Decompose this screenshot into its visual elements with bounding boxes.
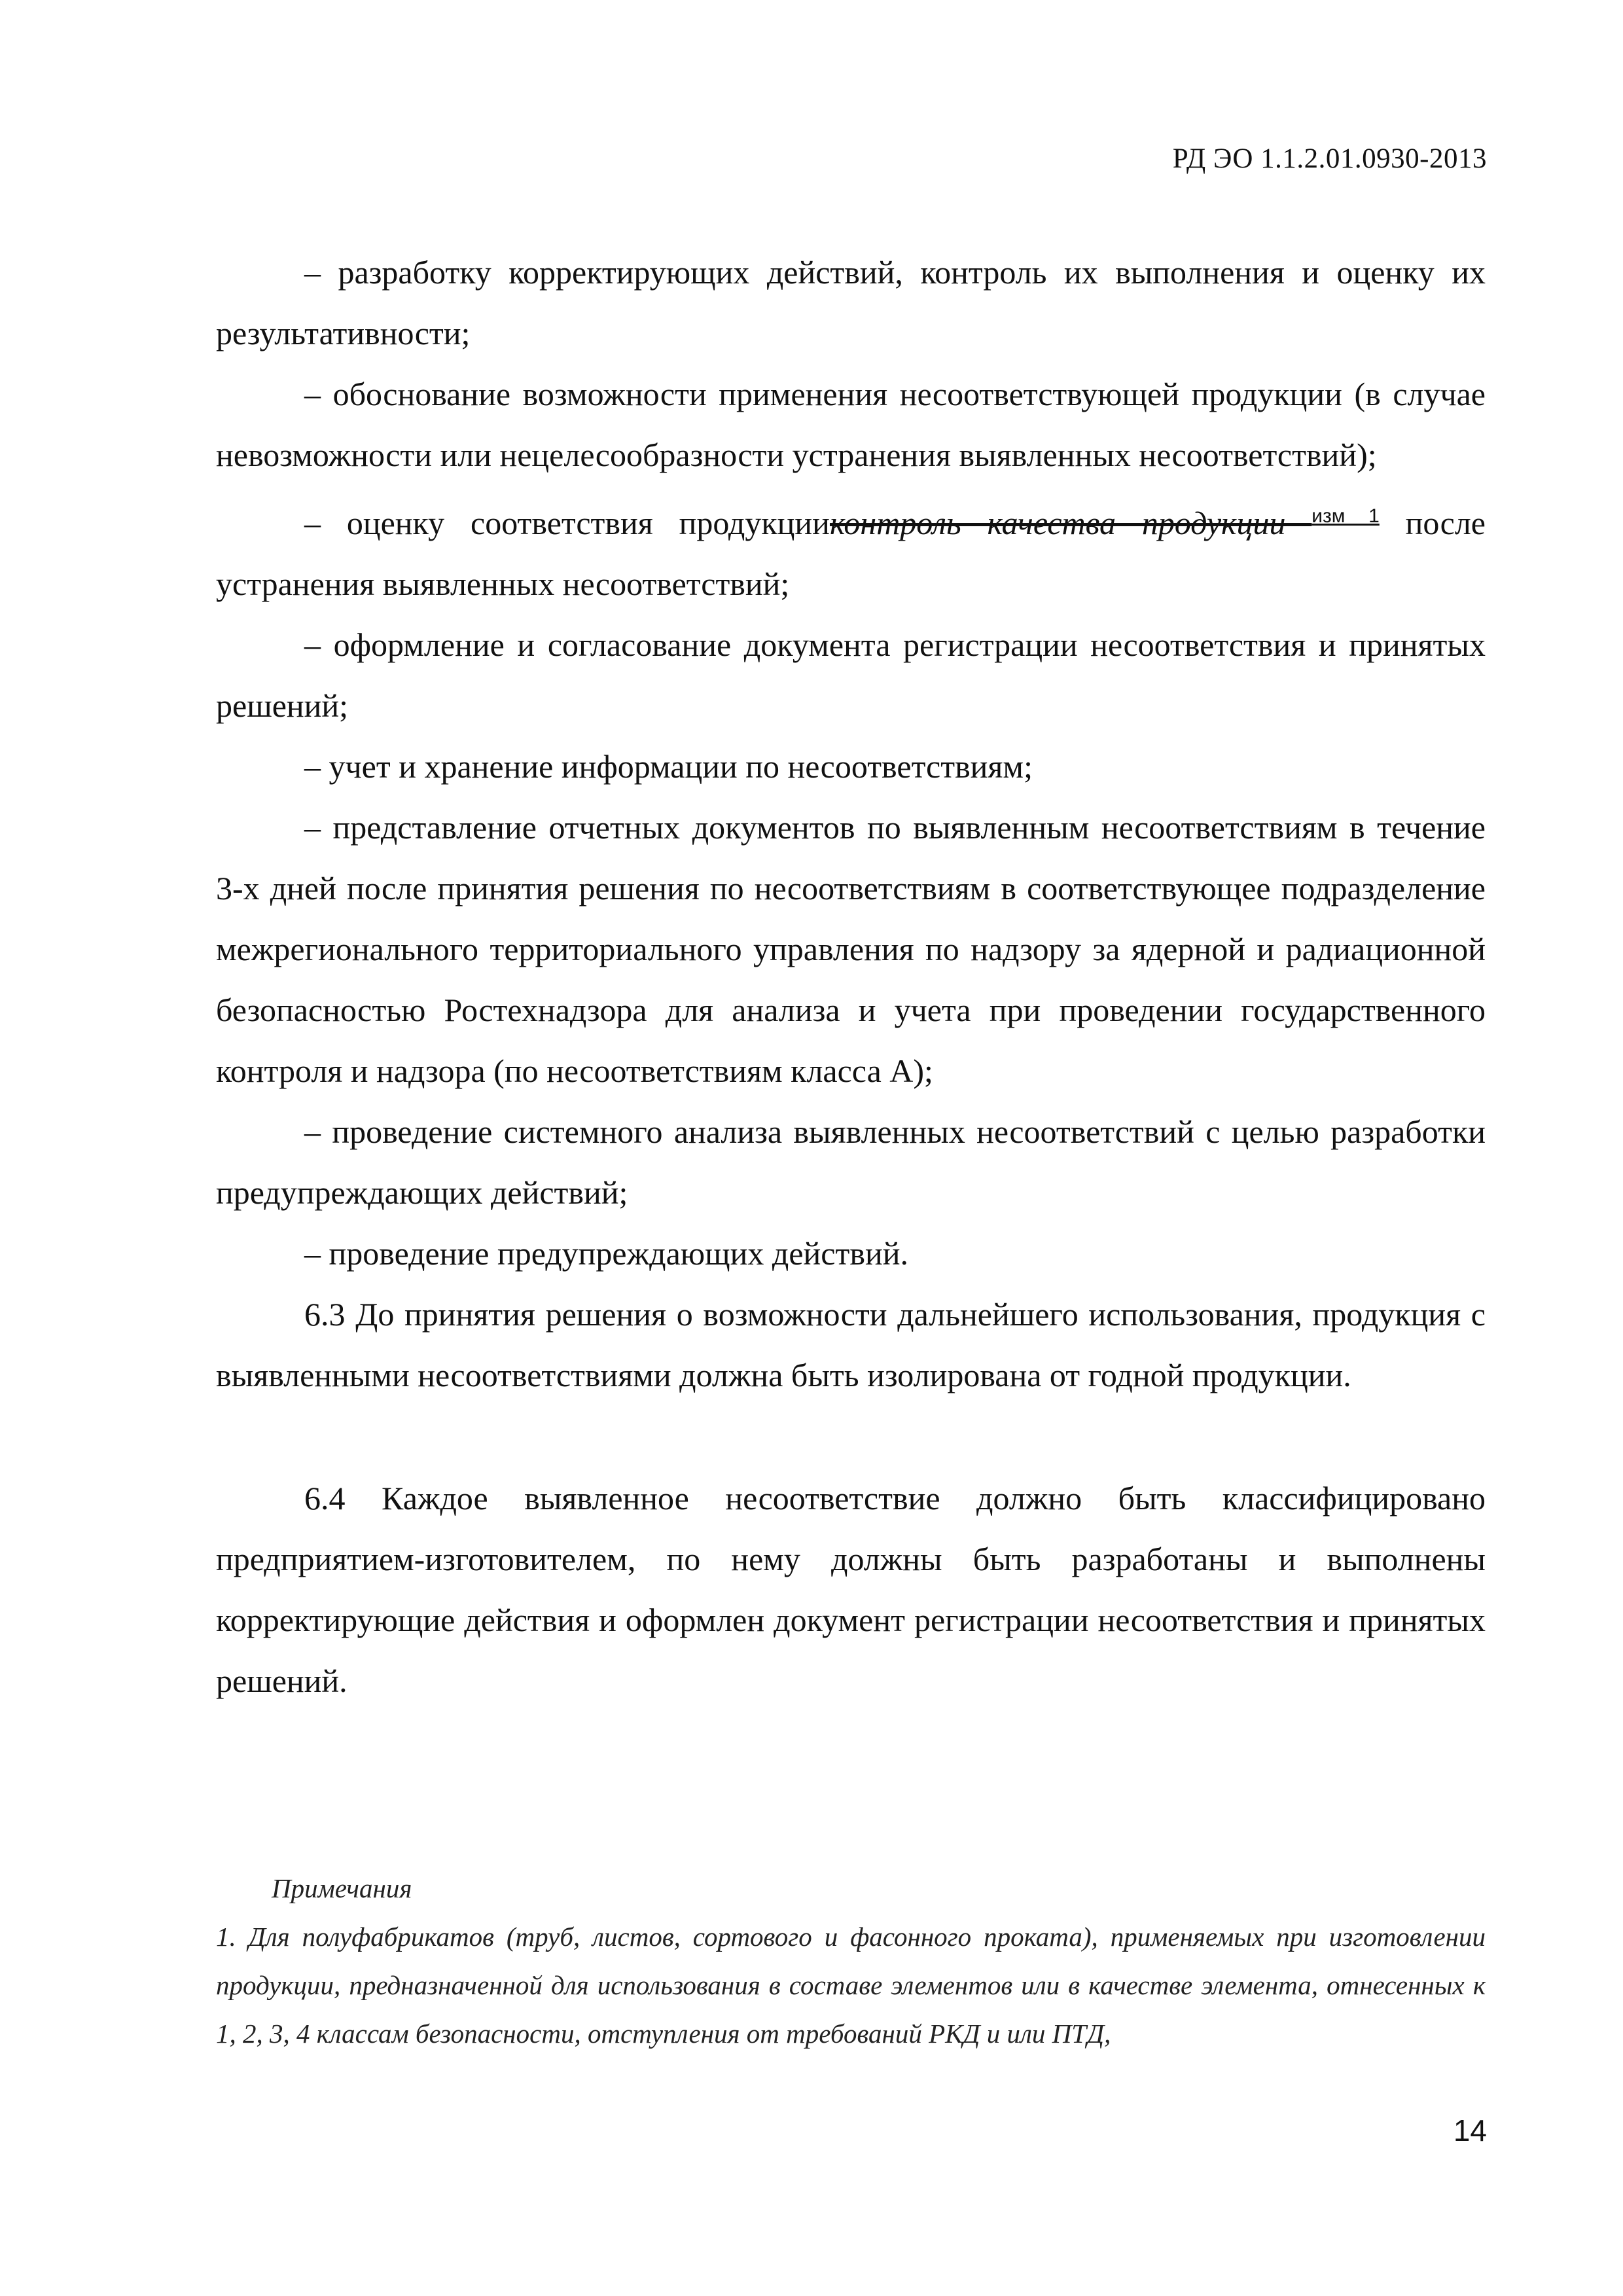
struck-text: контроль качества продукции xyxy=(829,505,1312,541)
document-body xyxy=(216,242,1486,1712)
page-number: 14 xyxy=(1453,2113,1487,2147)
document-code: РД ЭО 1.1.2.01.0930-2013 xyxy=(1172,143,1487,174)
paragraph-system-analysis: – проведение системного анализа выявленных несоответствий с целью разработки предупреждающих действий; xyxy=(216,1113,1486,1211)
paragraph-preventive-actions: – проведение предупреждающих действий. xyxy=(304,1235,908,1272)
conformity-text-before: – оценку соответствия продукции xyxy=(304,505,830,541)
paragraph-corrective-actions: – разработку корректирующих действий, контроль их выполнения и оценку их результативности; xyxy=(216,254,1486,351)
clause-6-3: 6.3 До принятия решения о возможности дальнейшего использования, продукция с выявленными несоответствиями должна быть изолирована от годной продукции. xyxy=(216,1296,1486,1393)
note-1: 1. Для полуфабрикатов (труб, листов, сортового и фасонного проката), применяемых при изготовлении продукции, предназначенной для использования в составе элементов или в качестве элемента, отнесенных к 1, 2, 3, 4 классам безопасности, отступления от требований РКД и или ПТД, xyxy=(216,1922,1486,2049)
conformity-text-after: после устранения выявленных несоответствий; xyxy=(216,505,1486,602)
paragraph-nonconforming-use: – обоснование возможности применения несоответствующей продукции (в случае невозможности или нецелесообразности устранения выявленных несоответствий); xyxy=(216,376,1486,473)
clause-6-4: 6.4 Каждое выявленное несоответствие должно быть классифицировано предприятием-изготовителем, по нему должны быть разработаны и выполнены корректирующие действия и оформлен документ регистрации несоответствия и принятых решений. xyxy=(216,1480,1486,1699)
paragraph-conformity-assessment xyxy=(216,486,1486,615)
notes-section xyxy=(216,1864,1486,2058)
revision-mark: изм 1 xyxy=(1311,505,1380,527)
notes-title: Примечания xyxy=(272,1873,412,1903)
paragraph-storage: – учет и хранение информации по несоответствиям; xyxy=(304,748,1033,785)
paragraph-registration: – оформление и согласование документа регистрации несоответствия и принятых решений; xyxy=(216,626,1486,724)
paragraph-reporting: – представление отчетных документов по выявленным несоответствиям в течение 3-х дней после принятия решения по несоответствиям в соответствующее подразделение межрегионального территориального управления по надзору за ядерной и радиационной безопасностью Ростехнадзора для анализа и учета при проведении государственного контроля и надзора (по несоответствиям класса А); xyxy=(216,809,1486,1089)
